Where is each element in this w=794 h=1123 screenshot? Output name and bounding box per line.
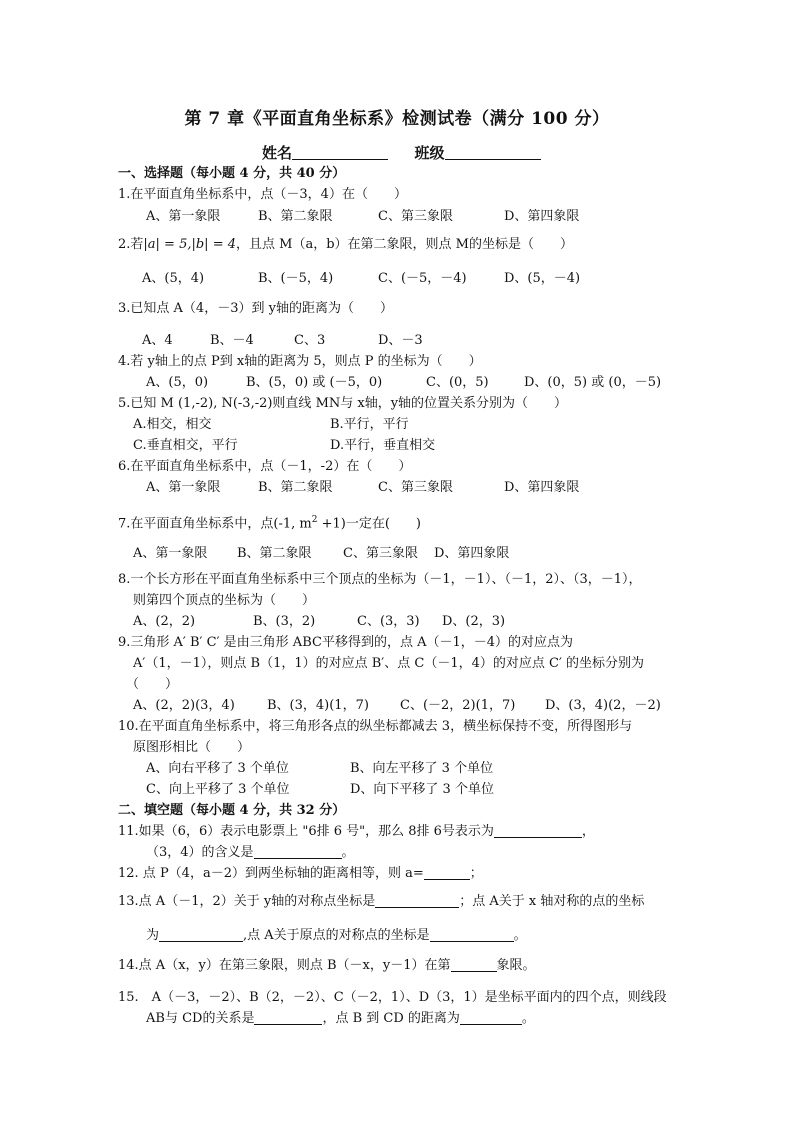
q2-option-c[interactable]: C、(－5，－4) [378,271,467,286]
q7-option-d[interactable]: D、第四象限 [434,546,510,561]
q2-option-d[interactable]: D、(5，－4) [504,271,581,286]
q7-option-b[interactable]: B、第二象限 [237,546,312,561]
q3-option-d[interactable]: D、－3 [378,333,423,348]
q2-option-a[interactable]: A、(5，4) [142,271,205,286]
q11-line2: （3，4）的含义是 。 [146,845,355,860]
q2-option-b[interactable]: B、(－5，4) [258,271,334,286]
q9-option-a[interactable]: A、(2，2)(3，4) [133,698,235,713]
q7-option-a[interactable]: A、第一象限 [133,546,208,561]
q1-option-c[interactable]: C、第三象限 [378,209,453,224]
q8-stem-line1: 8.一个长方形在平面直角坐标系中三个顶点的坐标为（－1，－1）、（－1，2）、（3，－1）， [118,572,642,587]
q10-option-d[interactable]: D、向下平移了 3 个单位 [350,782,494,797]
q13-answer-blank-3[interactable] [430,927,514,942]
q7-option-c[interactable]: C、第三象限 [343,546,418,561]
q15-answer-blank-2[interactable] [460,1010,522,1025]
q6-option-a[interactable]: A、第一象限 [146,480,221,495]
q6-stem: 6.在平面直角坐标系中，点（－1，-2）在（ ） [118,459,412,474]
q4-option-c[interactable]: C、(0，5) [426,375,489,390]
q4-stem: 4.若 y轴上的点 P到 x轴的距离为 5，则点 P 的坐标为（ ） [118,354,482,369]
q1-stem: 1.在平面直角坐标系中，点（－3，4）在（ ） [118,187,407,202]
q4-option-d[interactable]: D、(0，5) 或 (0，－5) [524,375,662,390]
q3-option-a[interactable]: A、4 [142,333,173,348]
q6-option-d[interactable]: D、第四象限 [504,480,580,495]
q8-option-b[interactable]: B、(3，2) [253,614,316,629]
q10-option-c[interactable]: C、向上平移了 3 个单位 [146,782,290,797]
q14-line: 14.点 A（x，y）在第三象限，则点 B（－x，y－1）在第 象限。 [118,958,536,973]
q3-option-b[interactable]: B、－4 [210,333,254,348]
q9-option-c[interactable]: C、(－2，2)(1，7) [400,698,516,713]
q5-option-a[interactable]: A.相交，相交 [133,417,212,432]
name-class-row [262,142,541,163]
q11-line1: 11.如果（6，6）表示电影票上 "6排 6 号"，那么 8排 6号表示为 ， [118,824,595,839]
section-fill-in-heading: 二、填空题（每小题 4 分，共 32 分） [118,803,346,818]
q4-option-b[interactable]: B、(5，0) 或 (－5，0) [246,375,383,390]
q12-answer-blank[interactable] [424,865,470,880]
q5-stem: 5.已知 M (1,-2), N(-3,-2)则直线 MN与 x轴，y轴的位置关系分别为（ ） [118,396,568,411]
q1-option-a[interactable]: A、第一象限 [146,209,221,224]
name-blank[interactable] [292,144,388,160]
q1-option-d[interactable]: D、第四象限 [504,209,580,224]
q10-stem-line1: 10.在平面直角坐标系中，将三角形各点的纵坐标都减去 3，横坐标保持不变，所得图形与 [118,719,633,734]
q6-option-b[interactable]: B、第二象限 [258,480,333,495]
q15-line1: 15. A（－3，－2）、B（2，－2）、C（－2，1）、D（3，1）是坐标平面内的四个点，则线段 [118,990,667,1005]
q2-stem: 2.若|a| = 5,|b| = 4，且点 M（a，b）在第二象限，则点 M的坐标是（ ） [118,237,573,252]
q5-option-b[interactable]: B.平行，平行 [330,417,409,432]
section-choice-heading: 一、选择题（每小题 4 分，共 40 分） [118,166,346,181]
q10-option-b[interactable]: B、向左平移了 3 个单位 [350,761,494,776]
q13-line1: 13.点 A（－1，2）关于 y轴的对称点坐标是 ；点 A关于 x 轴对称的点的坐标 [118,894,645,909]
page-title: 第 7 章《平面直角坐标系》检测试卷（满分 100 分） [184,109,610,129]
q2-abs-expression: |a| = 5,|b| = 4 [143,237,236,252]
q9-stem-line3: （ ） [126,677,179,692]
q5-option-c[interactable]: C.垂直相交，平行 [133,438,238,453]
q7-stem: 7.在平面直角坐标系中，点(-1, $m^2 +1$)一定在( ) [118,515,421,532]
q1-option-b[interactable]: B、第二象限 [258,209,333,224]
q14-answer-blank[interactable] [451,957,497,972]
q5-option-d[interactable]: D.平行，垂直相交 [330,438,436,453]
q8-stem-line2: 则第四个顶点的坐标为（ ） [133,593,316,608]
q9-stem-line1: 9.三角形 A′ B′ C′ 是由三角形 ABC平移得到的，点 A（－1，－4）的对应点为 [118,635,574,650]
q9-option-b[interactable]: B、(3，4)(1，7) [267,698,369,713]
q11-answer-blank-1[interactable] [494,823,582,838]
q9-stem-line2: A′（1，－1），则点 B（1，1）的对应点 B′、点 C（－1，4）的对应点 C′ 的坐标分别为 [133,656,645,671]
q12-line: 12. 点 P（4，a－2）到两坐标轴的距离相等，则 a= ； [118,866,483,881]
q10-stem-line2: 原图形相比（ ） [133,740,251,755]
q9-option-d[interactable]: D、(3，4)(2，－2) [545,698,661,713]
class-blank[interactable] [445,144,541,160]
name-label: 姓名 [262,144,293,162]
q8-option-a[interactable]: A、(2，2) [133,614,196,629]
q13-answer-blank-2[interactable] [159,927,243,942]
class-label: 班级 [414,144,445,162]
q6-option-c[interactable]: C、第三象限 [378,480,453,495]
q15-answer-blank-1[interactable] [254,1010,322,1025]
q11-answer-blank-2[interactable] [254,844,342,859]
q8-option-c[interactable]: C、(3，3) [357,614,420,629]
q13-answer-blank-1[interactable] [375,893,459,908]
q3-stem: 3.已知点 A（4，－3）到 y轴的距离为（ ） [118,301,393,316]
q8-option-d[interactable]: D、(2，3) [442,614,506,629]
q4-option-a[interactable]: A、(5，0) [146,375,209,390]
q13-line2: 为 ,点 A关于原点的对称点的坐标是 。 [146,928,527,943]
q3-option-c[interactable]: C、3 [294,333,326,348]
q10-option-a[interactable]: A、向右平移了 3 个单位 [146,761,289,776]
q15-line2: AB与 CD的关系是 ，点 B 到 CD 的距离为 。 [146,1011,535,1026]
